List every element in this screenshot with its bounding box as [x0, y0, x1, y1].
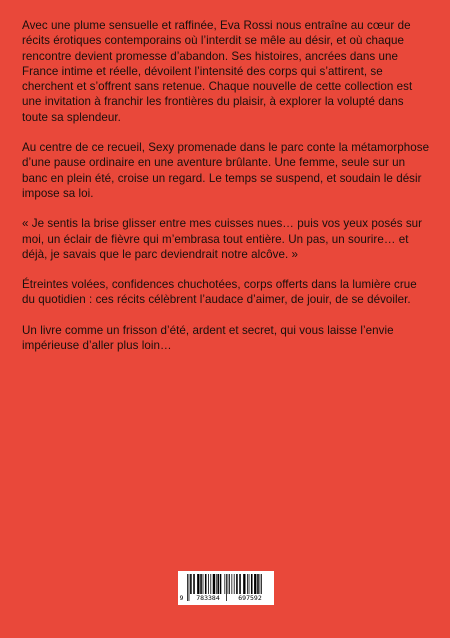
barcode-bar [210, 574, 211, 594]
blurb-paragraph-closing: Un livre comme un frisson d’été, ardent et secret, qui vous laisse l’envie impérieuse d’aller plus loin… [22, 323, 394, 353]
blurb-paragraph-themes: Étreintes volées, confidences chuchotées, corps offerts dans la lumière crue du quotidien : ces récits célèbrent l’audace d’aimer, de jouir, de se dévoiler. [22, 278, 417, 307]
barcode-bar [205, 574, 207, 594]
blurb-text [22, 18, 432, 368]
barcode-first-digit: 9 [179, 594, 184, 602]
barcode-bar [234, 574, 235, 594]
barcode-bar [231, 574, 232, 594]
barcode-bar [251, 574, 253, 594]
barcode-bar [220, 574, 222, 594]
barcode-bar [200, 574, 202, 594]
barcode-bar [193, 574, 195, 594]
barcode-bar [190, 574, 192, 594]
barcode-bar [247, 574, 248, 594]
barcode-bar [213, 574, 215, 594]
barcode-bar [197, 574, 199, 594]
barcode-left-digits: 783384 [190, 594, 226, 603]
barcode-bar [216, 574, 217, 594]
barcode-bar [226, 574, 227, 601]
barcode-right-digits: 697592 [232, 594, 268, 603]
blurb-paragraph-summary: Au centre de ce recueil, Sexy promenade dans le parc conte la métamorphose d’une pause ordinaire en une aventure brûlante. Une femme, seule sur un banc en plein été, croise un regard. Le temps se suspend, et soudain le désir impose sa loi. [22, 141, 430, 200]
barcode-bar [239, 574, 241, 594]
barcode-bar [208, 574, 209, 594]
barcode-bar [217, 574, 219, 594]
barcode-bar [203, 574, 204, 594]
barcode-bar [249, 574, 250, 594]
isbn-barcode [178, 571, 274, 605]
barcode-bar [229, 574, 230, 594]
barcode-bar [228, 574, 229, 594]
blurb-paragraph-intro: Avec une plume sensuelle et raffinée, Eva Rossi nous entraîne au cœur de récits érotiques contemporains où l’interdit se mêle au désir, et où chaque rencontre devient promesse d’abandon. Ses histoires, ancrées dans une France intime et réelle, dévoilent l’intensité des corps qui s’attirent, se cherchent et s’offrent sans retenue. Chaque nouvelle de cette collection est une invitation à franchir les frontières du plaisir, à explorer la volupté dans toute sa splendeur. [22, 19, 413, 124]
barcode-bar [257, 574, 259, 594]
blurb-paragraph-quote: « Je sentis la brise glisser entre mes cuisses nues… puis vos yeux posés sur moi, un éclair de fièvre qui m’embrasa tout entière. Un pas, un sourire… et déjà, je savais que le parc deviendrait notre alcôve. » [22, 217, 423, 261]
barcode-bar [254, 574, 256, 594]
barcode-bar [243, 574, 245, 594]
barcode-bar [187, 574, 188, 601]
barcode-bar [236, 574, 238, 594]
